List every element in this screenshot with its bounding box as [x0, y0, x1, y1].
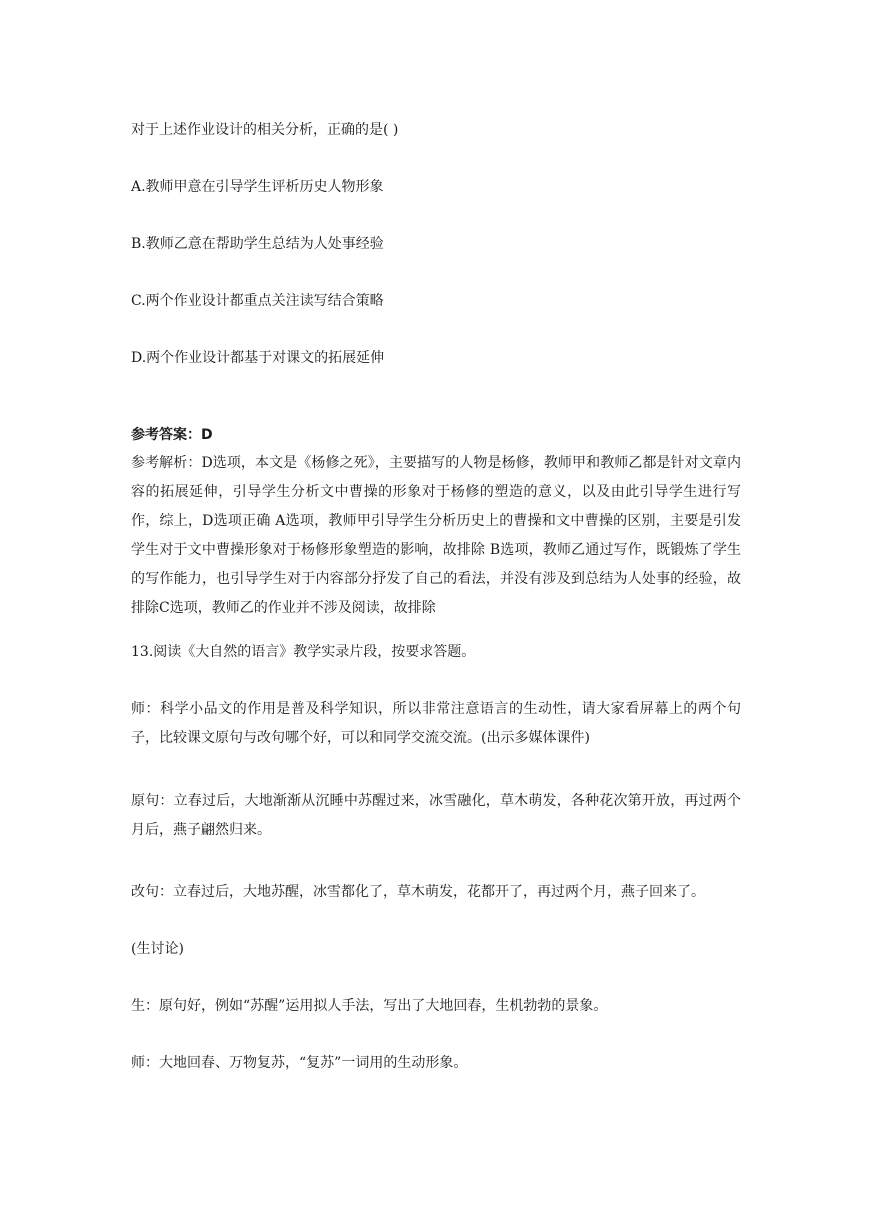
revised-sentence: 改句：立春过后，大地苏醒，冰雪都化了，草木萌发，花都开了，再过两个月，燕子回来了。 [131, 884, 705, 900]
answer-label: 参考答案：D [131, 427, 213, 443]
option-a: A.教师甲意在引导学生评析历史人物形象 [131, 179, 384, 195]
option-d: D.两个作业设计都基于对课文的拓展延伸 [131, 350, 385, 366]
question-13-title: 13.阅读《大自然的语言》教学实录片段，按要求答题。 [131, 644, 476, 660]
option-b: B.教师乙意在帮助学生总结为人处事经验 [131, 236, 384, 252]
discussion-note: (生讨论) [131, 941, 184, 957]
student-line: 生：原句好，例如“苏醒”运用拟人手法，写出了大地回春，生机勃勃的景象。 [131, 998, 608, 1014]
teacher-line-1: 师：科学小品文的作用是普及科学知识，所以非常注意语言的生动性，请大家看屏幕上的两个句子，比较课文原句与改句哪个好，可以和同学交流交流。(出示多媒体课件) [131, 701, 741, 746]
question-stem: 对于上述作业设计的相关分析，正确的是( ) [131, 122, 399, 138]
teacher-line-2: 师：大地回春、万物复苏，“复苏”一词用的生动形象。 [131, 1055, 468, 1071]
original-sentence: 原句：立春过后，大地渐渐从沉睡中苏醒过来，冰雪融化，草木萌发，各种花次第开放，再过两个月后，燕子翩然归来。 [131, 793, 741, 838]
option-c: C.两个作业设计都重点关注读写结合策略 [131, 293, 384, 309]
answer-explanation: 参考解析：D选项，本文是《杨修之死》，主要描写的人物是杨修，教师甲和教师乙都是针对文章内容的拓展延伸，引导学生分析文中曹操的形象对于杨修的塑造的意义，以及由此引导学生进行写作，综上，D选项正确 A选项，教师甲引导学生分析历史上的曹操和文中曹操的区别，主要是引发学生对于文中曹操形象对于杨修形象塑造的影响，故排除 B选项，教师乙通过写作，既锻炼了学生的写作能力，也引导学生对于内容部分抒发了自己的看法，并没有涉及到总结为人处事的经验，故排除C选项，教师乙的作业并不涉及阅读，故排除 [131, 455, 741, 616]
